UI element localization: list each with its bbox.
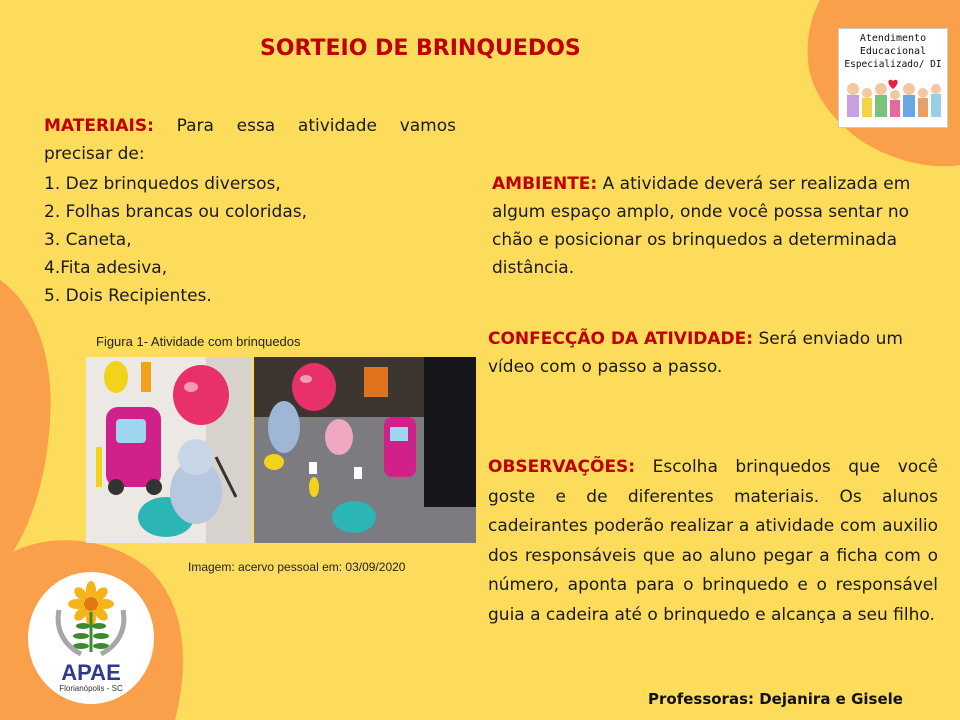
ambiente-text: A atividade deverá ser realizada em algum espaço amplo, onde você possa sentar no chão e posicionar os brinquedos a determinada distância. bbox=[492, 174, 911, 278]
figure-caption: Figura 1- Atividade com brinquedos bbox=[96, 334, 301, 349]
list-item: 2. Folhas brancas ou coloridas, bbox=[44, 202, 308, 222]
observacoes-label: OBSERVAÇÕES: bbox=[488, 457, 636, 477]
teachers-footer: Professoras: Dejanira e Gisele bbox=[648, 690, 903, 708]
list-item: 3. Caneta, bbox=[44, 230, 132, 250]
ambiente-label: AMBIENTE: bbox=[492, 174, 598, 194]
materials-section bbox=[44, 112, 456, 168]
activity-photo-1 bbox=[86, 357, 252, 543]
apae-name: APAE bbox=[61, 660, 121, 685]
flower-hands-icon bbox=[51, 580, 131, 660]
list-item: 4.Fita adesiva, bbox=[44, 258, 168, 278]
apae-logo bbox=[28, 572, 154, 704]
children-illustration-icon bbox=[843, 75, 943, 123]
page-title: SORTEIO DE BRINQUEDOS bbox=[260, 36, 581, 61]
observacoes-text: Escolha brinquedos que você goste e de diferentes materiais. Os alunos cadeirantes poderão realizar a atividade com auxilio dos responsáveis que ao aluno pegar a ficha com o número, aponta para o brinquedo e o responsável guia a cadeira até o brinquedo e alcança a seu filho. bbox=[488, 457, 938, 625]
list-item: 5. Dois Recipientes. bbox=[44, 286, 212, 306]
materials-list bbox=[44, 170, 456, 310]
activity-photo-2 bbox=[254, 357, 476, 543]
badge-line-3: Especializado/ DI bbox=[844, 59, 942, 70]
badge-line-1: Atendimento bbox=[859, 33, 927, 44]
badge-line-2: Educacional bbox=[859, 46, 927, 57]
ambiente-section bbox=[492, 170, 932, 282]
materials-intro: Para essa atividade vamos precisar de: bbox=[44, 116, 456, 164]
confeccao-text: Será enviado um vídeo com o passo a passo. bbox=[488, 329, 903, 377]
confeccao-section bbox=[488, 325, 918, 381]
materials-label: MATERIAIS: bbox=[44, 116, 154, 136]
confeccao-label: CONFECÇÃO DA ATIVIDADE: bbox=[488, 329, 754, 349]
image-credit: Imagem: acervo pessoal em: 03/09/2020 bbox=[188, 560, 406, 574]
apae-city: Florianópolis - SC bbox=[59, 684, 123, 693]
list-item: 1. Dez brinquedos diversos, bbox=[44, 174, 281, 194]
observacoes-section bbox=[488, 453, 938, 630]
aee-badge-logo bbox=[838, 28, 948, 128]
